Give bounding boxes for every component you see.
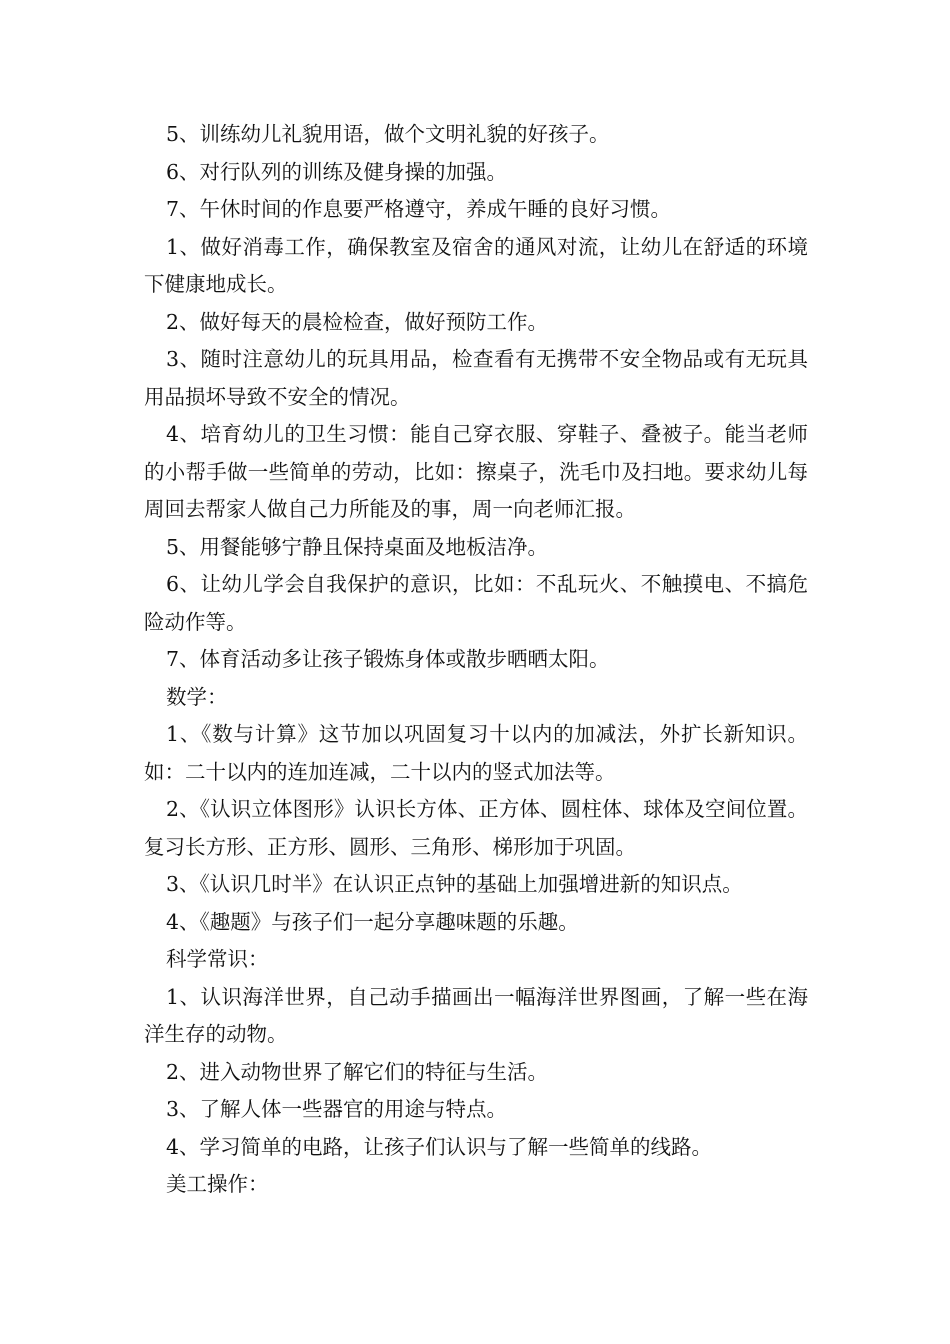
paragraph: 5、训练幼儿礼貌用语，做个文明礼貌的好孩子。 (166, 122, 610, 146)
paragraph: 7、体育活动多让孩子锻炼身体或散步晒晒太阳。 (166, 647, 610, 671)
paragraph: 6、让幼儿学会自我保护的意识，比如：不乱玩火、不触摸电、不搞危险动作等。 (144, 572, 808, 634)
paragraph: 3、了解人体一些器官的用途与特点。 (166, 1097, 508, 1121)
document-body (144, 116, 808, 1204)
paragraph: 3、《认识几时半》在认识正点钟的基础上加强增进新的知识点。 (166, 872, 743, 896)
paragraph: 1、做好消毒工作，确保教室及宿舍的通风对流，让幼儿在舒适的环境下健康地成长。 (144, 234, 808, 296)
paragraph: 4、《趣题》与孩子们一起分享趣味题的乐趣。 (166, 909, 579, 934)
paragraph: 5、用餐能够宁静且保持桌面及地板洁净。 (166, 534, 549, 559)
paragraph: 3、随时注意幼儿的玩具用品，检查看有无携带不安全物品或有无玩具用品损坏导致不安全的情况。 (144, 347, 808, 409)
section-heading-math: 数学： (166, 684, 228, 709)
paragraph: 1、《数与计算》这节加以巩固复习十以内的加减法，外扩长新知识。如：二十以内的连加连减，二十以内的竖式加法等。 (144, 722, 808, 784)
paragraph: 2、做好每天的晨检检查，做好预防工作。 (166, 309, 549, 334)
paragraph: 4、学习简单的电路，让孩子们认识与了解一些简单的线路。 (166, 1134, 713, 1159)
paragraph: 6、对行队列的训练及健身操的加强。 (166, 159, 508, 184)
paragraph: 7、午休时间的作息要严格遵守，养成午睡的良好习惯。 (166, 197, 672, 221)
section-heading-science: 科学常识： (166, 947, 269, 971)
section-heading-art: 美工操作： (166, 1172, 269, 1196)
paragraph: 4、培育幼儿的卫生习惯：能自己穿衣服、穿鞋子、叠被子。能当老师的小帮手做一些简单的劳动，比如：擦桌子，洗毛巾及扫地。要求幼儿每周回去帮家人做自己力所能及的事，周一向老师汇报。 (144, 422, 808, 521)
paragraph: 1、认识海洋世界，自己动手描画出一幅海洋世界图画，了解一些在海洋生存的动物。 (144, 984, 808, 1046)
paragraph: 2、《认识立体图形》认识长方体、正方体、圆柱体、球体及空间位置。复习长方形、正方形、圆形、三角形、梯形加于巩固。 (144, 797, 808, 859)
paragraph: 2、进入动物世界了解它们的特征与生活。 (166, 1059, 549, 1084)
